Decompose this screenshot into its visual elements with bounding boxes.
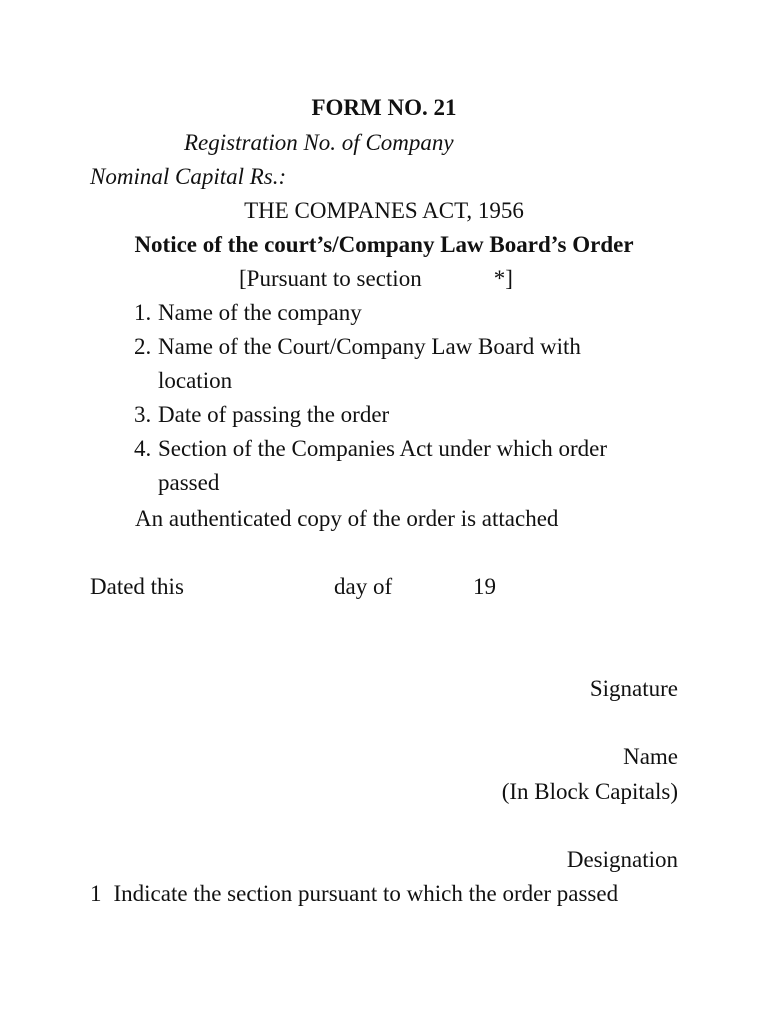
list-item-text: Section of the Companies Act under which order (158, 436, 608, 461)
list-item-number: 4. (134, 436, 152, 461)
list-item (134, 398, 694, 432)
name-label: Name (623, 744, 678, 769)
nominal-capital-label: Nominal Capital Rs.: (90, 164, 287, 189)
list-item (134, 432, 694, 500)
list-item-text-continued: location (158, 368, 233, 393)
list-item-text: Name of the Court/Company Law Board with (158, 334, 581, 359)
list-item-number: 3. (134, 402, 152, 427)
footnote-marker: 1 (90, 881, 102, 906)
footnote-text: Indicate the section pursuant to which the order passed (113, 881, 619, 906)
form-title: FORM NO. 21 (311, 95, 457, 120)
year-prefix: 19 (473, 574, 496, 599)
list-item-text: Date of passing the order (158, 402, 390, 427)
attachment-note: An authenticated copy of the order is attached (135, 506, 559, 531)
list-item (134, 330, 694, 398)
day-of-label: day of (334, 574, 393, 599)
pursuant-prefix: [Pursuant to section (239, 266, 422, 291)
block-capitals-label: (In Block Capitals) (501, 779, 678, 804)
designation-label: Designation (566, 847, 678, 872)
registration-label: Registration No. of Company (184, 130, 454, 155)
signature-label: Signature (589, 676, 678, 701)
list-item-text-continued: passed (158, 470, 220, 495)
list-item (134, 296, 694, 330)
act-title: THE COMPANES ACT, 1956 (244, 198, 524, 223)
pursuant-suffix: *] (493, 266, 513, 291)
dated-label: Dated this (90, 574, 184, 599)
list-item-number: 1. (134, 300, 152, 325)
list-item-text: Name of the company (158, 300, 362, 325)
notice-title: Notice of the court’s/Company Law Board’s Order (134, 232, 634, 257)
list-item-number: 2. (134, 334, 152, 359)
particulars-list (134, 296, 694, 500)
footnote (90, 877, 618, 911)
pursuant-line (239, 262, 513, 296)
